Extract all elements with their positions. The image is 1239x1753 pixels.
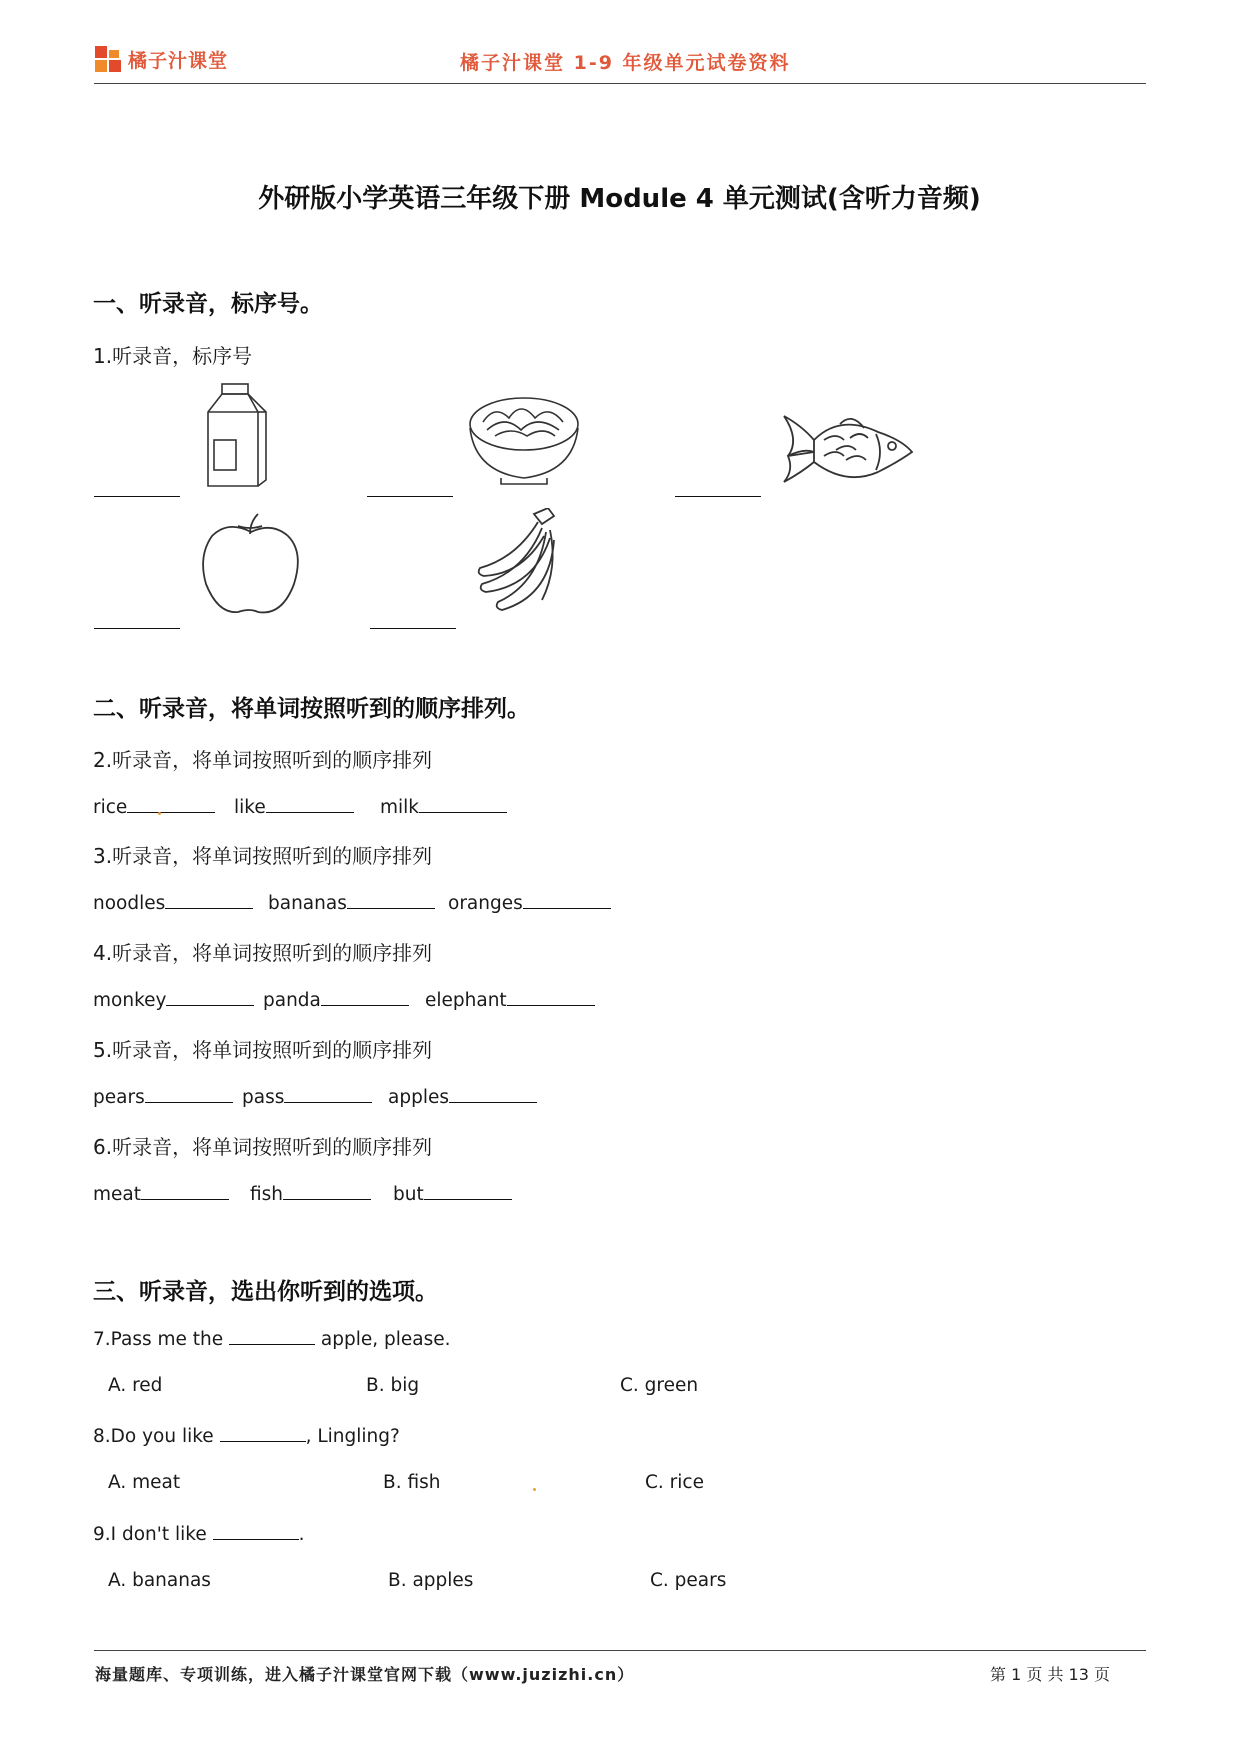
word-item (268, 890, 435, 914)
word-item (388, 1084, 537, 1108)
answer-blank[interactable] (94, 628, 180, 629)
footer-promo-text: 海量题库、专项训练，进入橘子汁课堂官网下载（www.juzizhi.cn） (95, 1665, 635, 1684)
word-label: rice (93, 797, 128, 818)
word-label: milk (380, 797, 420, 818)
document-title: 外研版小学英语三年级下册 Module 4 单元测试(含听力音频) (258, 184, 981, 214)
word-label: monkey (93, 990, 167, 1011)
answer-blank[interactable] (141, 1181, 229, 1200)
question-9-text-after: . (298, 1524, 305, 1545)
section2-heading: 二、听录音，将单词按照听到的顺序排列。 (93, 696, 530, 722)
question-7-text-after: apple, please. (320, 1329, 451, 1350)
apple-image (198, 512, 304, 617)
question-8-text-after: , Lingling? (305, 1426, 400, 1447)
word-label: bananas (268, 893, 347, 914)
speck (533, 1488, 536, 1491)
answer-blank[interactable] (449, 1084, 537, 1103)
option-b[interactable]: B. big (366, 1375, 420, 1396)
question-8-text-before: 8.Do you like (93, 1426, 214, 1447)
answer-blank[interactable] (347, 890, 435, 909)
word-label: but (393, 1184, 424, 1205)
section1-heading: 一、听录音，标序号。 (93, 291, 323, 317)
answer-blank[interactable] (213, 1521, 299, 1540)
option-b[interactable]: B. fish (383, 1472, 441, 1493)
answer-blank[interactable] (523, 890, 611, 909)
word-label: elephant (425, 990, 507, 1011)
word-item (93, 987, 254, 1011)
option-a[interactable]: A. bananas (108, 1570, 211, 1591)
word-label: pears (93, 1087, 145, 1108)
answer-blank[interactable] (166, 987, 254, 1006)
noodle-bowl-image (465, 390, 583, 488)
header-divider (94, 83, 1146, 84)
word-item (93, 1084, 233, 1108)
question-2-prompt: 2.听录音，将单词按照听到的顺序排列 (93, 748, 433, 772)
answer-blank[interactable] (675, 496, 761, 497)
option-a[interactable]: A. meat (108, 1472, 181, 1493)
word-item (393, 1181, 512, 1205)
question-8 (93, 1423, 400, 1447)
answer-blank[interactable] (165, 890, 253, 909)
question-4-prompt: 4.听录音，将单词按照听到的顺序排列 (93, 941, 433, 965)
answer-blank[interactable] (283, 1181, 371, 1200)
word-item (250, 1181, 371, 1205)
answer-blank[interactable] (507, 987, 595, 1006)
header-title: 橘子汁课堂 1-9 年级单元试卷资料 (460, 52, 791, 74)
question-7-text-before: 7.Pass me the (93, 1329, 224, 1350)
word-item (93, 794, 215, 818)
word-item (242, 1084, 372, 1108)
speck (158, 812, 161, 815)
option-c[interactable]: C. green (620, 1375, 699, 1396)
word-label: noodles (93, 893, 166, 914)
question-9-text-before: 9.I don't like (93, 1524, 207, 1545)
option-b[interactable]: B. apples (388, 1570, 474, 1591)
answer-blank[interactable] (266, 794, 354, 813)
question-3-prompt: 3.听录音，将单词按照听到的顺序排列 (93, 844, 433, 868)
answer-blank[interactable] (424, 1181, 512, 1200)
answer-blank[interactable] (127, 794, 215, 813)
word-label: panda (263, 990, 321, 1011)
question-6-prompt: 6.听录音，将单词按照听到的顺序排列 (93, 1135, 433, 1159)
word-label: oranges (448, 893, 523, 914)
word-label: meat (93, 1184, 141, 1205)
word-item (263, 987, 409, 1011)
answer-blank[interactable] (321, 987, 409, 1006)
word-label: fish (250, 1184, 284, 1205)
word-item (380, 794, 507, 818)
word-item (448, 890, 611, 914)
answer-blank[interactable] (220, 1423, 306, 1442)
answer-blank[interactable] (367, 496, 453, 497)
option-c[interactable]: C. rice (645, 1472, 704, 1493)
word-item (234, 794, 354, 818)
word-item (93, 890, 253, 914)
question-5-prompt: 5.听录音，将单词按照听到的顺序排列 (93, 1038, 433, 1062)
word-label: like (234, 797, 266, 818)
brand-logo-icon (95, 46, 123, 74)
question-7 (93, 1326, 451, 1350)
word-item (93, 1181, 229, 1205)
answer-blank[interactable] (419, 794, 507, 813)
fish-image (780, 410, 915, 488)
brand-logo-text: 橘子汁课堂 (128, 50, 229, 72)
milk-carton-image (200, 382, 275, 490)
question-1-prompt: 1.听录音，标序号 (93, 344, 253, 368)
answer-blank[interactable] (145, 1084, 233, 1103)
word-label: apples (388, 1087, 449, 1108)
footer-divider (94, 1650, 1146, 1651)
section3-heading: 三、听录音，选出你听到的选项。 (93, 1279, 438, 1305)
answer-blank[interactable] (284, 1084, 372, 1103)
page-number: 第 1 页 共 13 页 (990, 1665, 1110, 1684)
answer-blank[interactable] (370, 628, 456, 629)
word-item (425, 987, 595, 1011)
word-label: pass (242, 1087, 285, 1108)
option-a[interactable]: A. red (108, 1375, 163, 1396)
answer-blank[interactable] (229, 1326, 315, 1345)
question-9 (93, 1521, 305, 1545)
bananas-image (472, 508, 580, 613)
answer-blank[interactable] (94, 496, 180, 497)
option-c[interactable]: C. pears (650, 1570, 727, 1591)
